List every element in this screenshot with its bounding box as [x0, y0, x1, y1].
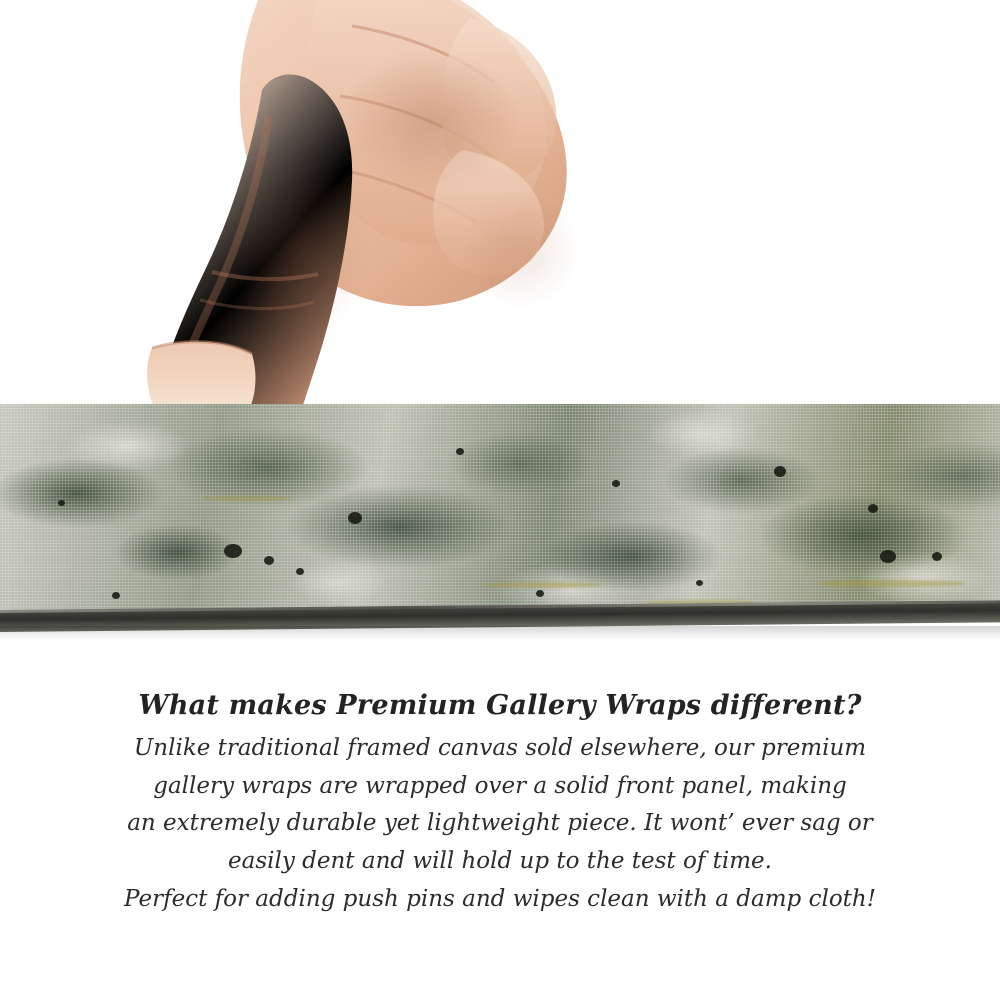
hand-illustration — [0, 0, 1000, 420]
canvas-drop-shadow — [0, 626, 1000, 640]
hand-image — [0, 0, 1000, 420]
caption-line: an extremely durable yet lightweight piece. It wont’ ever sag or — [127, 810, 873, 837]
canvas-speck — [612, 480, 620, 487]
canvas-print-face — [0, 404, 1000, 616]
caption-line: gallery wraps are wrapped over a solid front panel, making — [153, 772, 847, 799]
canvas-speck — [868, 504, 878, 513]
caption-line: Perfect for adding push pins and wipes clean with a damp cloth! — [124, 885, 876, 912]
canvas-ochre-streak — [482, 582, 602, 588]
thumbnail — [147, 342, 255, 412]
canvas-speck — [880, 550, 896, 563]
canvas-ochre-streak — [816, 580, 966, 587]
canvas-speck — [536, 590, 544, 597]
canvas-speck — [456, 448, 464, 455]
caption-line: easily dent and will hold up to the test of time. — [228, 848, 772, 875]
canvas-wrap-edge — [0, 404, 1000, 636]
canvas-speck — [224, 544, 242, 558]
canvas-ochre-streak — [202, 496, 292, 501]
canvas-speck — [696, 580, 703, 586]
canvas-speck — [932, 552, 942, 561]
canvas-speck — [58, 500, 65, 506]
caption-body — [0, 733, 1000, 916]
canvas-speck — [112, 592, 120, 599]
caption-block — [0, 690, 1000, 922]
caption-heading: What makes Premium Gallery Wraps different? — [138, 690, 862, 721]
canvas-speck — [264, 556, 274, 565]
caption-line: Unlike traditional framed canvas sold elsewhere, our premium — [133, 735, 867, 761]
canvas-speck — [348, 512, 362, 524]
canvas-speck — [296, 568, 304, 575]
canvas-speck — [774, 466, 786, 477]
